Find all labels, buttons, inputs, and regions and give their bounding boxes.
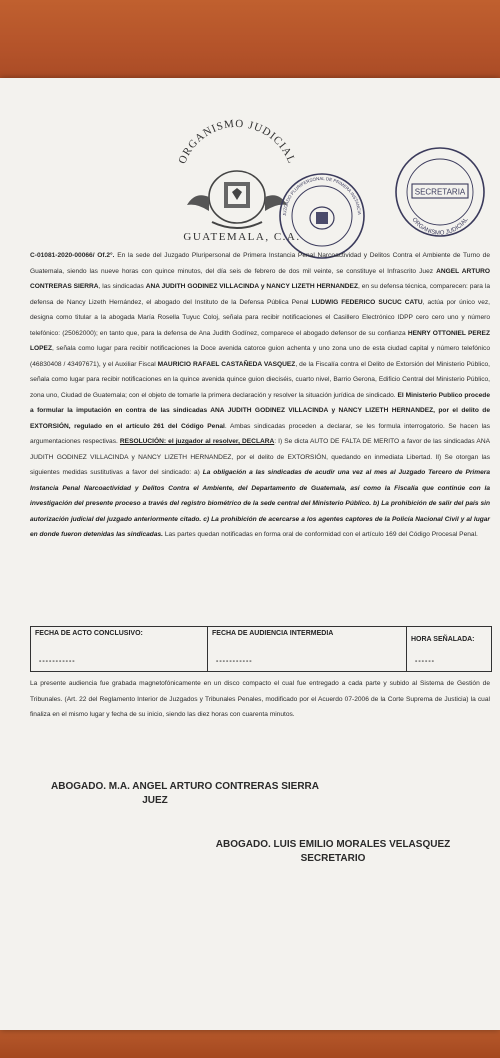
judge-signature-block bbox=[40, 780, 330, 808]
paragraph-opening: En la sede del Juzgado Pluripersonal de Primera Instancia Penal Narcoactividad y Delitos Contra el Ambiente de Turno de Guatemala, siendo las nueve horas con quince minutos, del día seis de febrero de dos mil veinte, se constituye el Infrascrito Juez bbox=[30, 252, 490, 275]
svg-text:ORGANISMO JUDICIAL bbox=[411, 216, 470, 236]
table-cell-conclusive-act bbox=[31, 627, 208, 671]
substitute-measures: La obligación a las sindicadas de acudir una vez al mes al Juzgado Tercero de Primera Instancia Penal Narcoactividad y Delitos Contra el Ambiente, del Departamento de Guatemala, así como la Fiscalía que continúe con la investigación del presente proceso a través del registro biométrico de la sede central del Ministerio Público. b) La prohibición de salir del país sin autorización judicial del juzgado anteriormente citado. c) La prohibición de acercarse a los agentes captores de la Policía Nacional Civil y al lugar en donde fueron detenidas las sindicadas. bbox=[30, 469, 491, 538]
svg-text:JUZGADO PLURIPERSONAL DE PRIME bbox=[276, 170, 362, 216]
secretaria-label: SECRETARIA bbox=[414, 187, 466, 197]
intermediate-hearing-value: ----------- bbox=[216, 658, 253, 665]
paragraph-opening-e: , señala como lugar para recibir notificaciones la Doce avenida catorce guion achenta y uno zona uno de esta ciudad capital y número telefónico (46830408 / 43497671), y el Auxiliar Fiscal bbox=[30, 345, 490, 368]
paragraph-opening-b: , las sindicadas bbox=[98, 283, 144, 290]
paragraph-resolution: : I) Se dicta AUTO DE FALTA DE MERITO a favor de las sindicadas ANA JUDITH GODINEZ VILLACINDA y NANCY LIZETH HERNANDEZ, por el delito de EXTORSIÓN, quedando en inmediata Libertad. II) Se otorgan las siguientes medidas sustitutivas a favor del sindicado: a) bbox=[30, 438, 490, 476]
paragraph-declarations: . Ambas sindicadas proceden a declarar, se les formula interrogatorio. Se hacen las argumentaciones respectivas. bbox=[30, 422, 490, 445]
table-cell-intermediate-hearing bbox=[208, 627, 407, 671]
judge-name-inline: ANGEL ARTURO CONTRERAS SIERRA bbox=[30, 267, 490, 290]
secretaria-seal-ring-text: ORGANISMO JUDICIAL bbox=[410, 216, 470, 237]
paragraph-opening-f: , de la Fiscalía contra el Delito de Extorsión del Ministerio Público, señala como lugar para recibir notificaciones en la quince avenida quince guion dieciséis, cuarto nivel, Barrio Gerona, Edificio Central del Ministerio Público, zona uno, Ciudad de Guatemala; con el objeto de tomarle la primera declaración y resolver la situación jurídica de sindicado. bbox=[30, 360, 490, 399]
secretaria-seal-stamp bbox=[392, 144, 488, 240]
resolution-heading: RESOLUCIÓN: el juzgador al resolver, DECLARA bbox=[119, 438, 275, 445]
intermediate-hearing-label: FECHA DE AUDIENCIA INTERMEDIA bbox=[212, 630, 334, 637]
prosecution-statement: El Ministerio Publico procede a formular la imputación en contra de las sindicadas ANA JUDITH GODINEZ VILLACINDA y NANCY LIZETH HERNANDEZ, por el delito de EXTORSIÓN, regulado en el artículo 261 del Código Penal bbox=[30, 391, 490, 430]
public-defender-name: LUDWIG FEDERICO SUCUC CATU bbox=[311, 298, 423, 306]
scheduled-time-label: HORA SEÑALADA: bbox=[411, 636, 475, 643]
wood-background-bottom bbox=[0, 1028, 500, 1058]
table-cell-scheduled-time bbox=[407, 627, 491, 671]
svg-text:ORGANISMO JUDICIAL bbox=[176, 118, 297, 166]
dates-table bbox=[30, 626, 492, 672]
emblem-location-text: GUATEMALA, C.A. bbox=[183, 231, 301, 243]
conclusive-act-value: ----------- bbox=[39, 658, 76, 665]
closing-paragraph: La presente audiencia fue grabada magnetofónicamente en un disco compacto el cual fue entregado a cada parte y subido al Sistema de Gestión de Tribunales. (Art. 22 del Reglamento Interior de Juzgados y Tribunales Penales, modificado por el Acuerdo 07-2006 de la Corte Suprema de Justicia) la cual finaliza en el mismo lugar y fecha de su inicio, siendo las diez horas con cuarenta minutos. bbox=[30, 680, 490, 718]
secretary-signature-block bbox=[198, 838, 468, 866]
secretary-signature-name: ABOGADO. LUIS EMILIO MORALES VELASQUEZ bbox=[215, 839, 451, 850]
document-sheet bbox=[0, 78, 500, 1030]
minutes-body bbox=[30, 248, 490, 543]
defendants-names: ANA JUDITH GODINEZ VILLACINDA y NANCY LIZETH HERNANDEZ bbox=[145, 283, 358, 290]
private-defender-name: HENRY OTTONIEL PEREZ LOPEZ bbox=[30, 329, 490, 352]
prosecutor-name: MAURICIO RAFAEL CASTAÑEDA VASQUEZ bbox=[157, 360, 296, 368]
case-reference: C-01081-2020-00066/ Of.2°. bbox=[30, 252, 115, 259]
paragraph-opening-d: , actúa por único vez, designa como titular a la abogada María Rosella Tuyuc Coloj, señala para recibir notificaciones el Casillero Electrónico IDPP cero cero uno y número telefónico: (25062000); en tanto que, para la defensa de Ana Judith Godínez, comparece el abogado defensor de su confianza bbox=[30, 298, 490, 337]
wood-background-top bbox=[0, 0, 500, 82]
paragraph-opening-c: , en su defensa técnica, comparecen: para la defensa de Nancy Lizeth Hernández, el abogado del Instituto de la Defensa Pública Penal bbox=[30, 283, 490, 306]
secretary-signature-title: SECRETARIO bbox=[300, 853, 366, 864]
emblem-institution-text: ORGANISMO JUDICIAL bbox=[176, 117, 298, 166]
scheduled-time-value: ------ bbox=[415, 658, 435, 665]
court-seal-text: JUZGADO PLURIPERSONAL DE PRIMERA INSTANCIA bbox=[281, 175, 362, 217]
judge-signature-title: JUEZ bbox=[142, 795, 168, 806]
judge-signature-name: ABOGADO. M.A. ANGEL ARTURO CONTRERAS SIERRA bbox=[51, 781, 319, 792]
conclusive-act-label: FECHA DE ACTO CONCLUSIVO: bbox=[35, 630, 143, 637]
paragraph-notification: Las partes quedan notificadas en forma oral de conformidad con el artículo 169 del Código Procesal Penal. bbox=[163, 531, 478, 538]
